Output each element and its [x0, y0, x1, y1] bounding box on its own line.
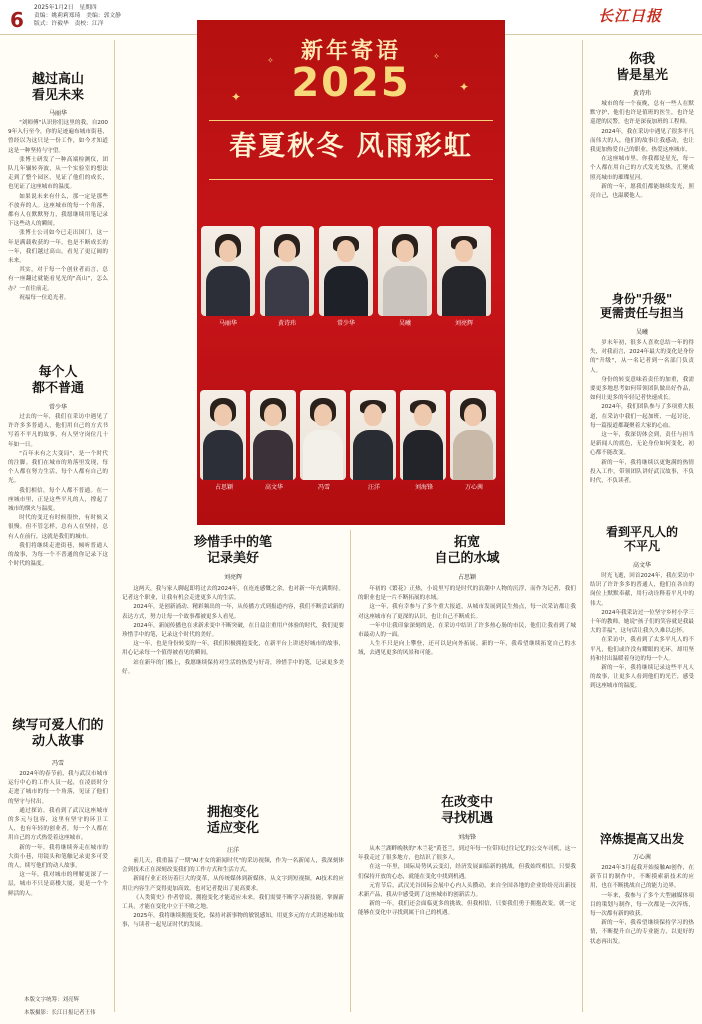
- portrait-photo: [300, 390, 346, 480]
- article-title: 越过高山 看见未来: [31, 72, 84, 103]
- portrait-name: 刘海锋: [414, 484, 433, 491]
- portrait-photo: [250, 390, 296, 480]
- portrait-photo: [260, 226, 314, 316]
- proof-line: 版式：许毅华 责校：江洋: [34, 21, 104, 27]
- article-author: 黄诗玮: [632, 90, 651, 97]
- hero-year: 2025: [291, 60, 411, 106]
- article-author: 冯雪: [51, 760, 64, 767]
- portrait-photo: [350, 390, 396, 480]
- article-title: 每个人 都不普通: [31, 365, 84, 396]
- article-title: 在改变中 寻找机遇: [440, 795, 493, 826]
- article-body: 时光飞逝，回首2024年，我在采访中结识了许许多多的普通人，他们在各自的岗位上默默奉献，用行动诠释着平凡中的伟大。 2024年我采访过一位坚守乡村小学三十年的教师，她说"孩子们的笑容就是我最大的幸福"，这句话让我久久难以忘怀。 在采访中，我看到了太多平凡人的不平凡，他们或许没有耀眼的光环，却用坚持和付出温暖着身边的每一个人。 新的一年，我将继续记录这些平凡人的故事，让更多人看到他们的光芒，感受到这座城市的温度。: [590, 573, 694, 690]
- sparkle-icon: ✧: [433, 52, 440, 61]
- column-divider: [582, 40, 583, 1012]
- column-divider: [350, 530, 351, 1012]
- article-title: 拥抱变化 适应变化: [206, 805, 259, 836]
- article-author: 吴曦: [635, 329, 648, 336]
- footer-editor: 本版文字统筹：刘亮辉: [24, 997, 80, 1003]
- sparkle-icon: ✦: [231, 90, 242, 104]
- article-title: 拓宽 自己的水域: [434, 535, 500, 566]
- portrait-name: 吴曦: [398, 320, 411, 327]
- portrait-name: 万心茜: [464, 484, 483, 491]
- article-author: 刘亮辉: [223, 574, 242, 581]
- sparkle-icon: ✧: [267, 56, 274, 65]
- portrait-name: 占思颖: [214, 484, 233, 491]
- hero-banner: [197, 20, 505, 525]
- portrait-photo: [400, 390, 446, 480]
- masthead-logo: 长江日报: [598, 7, 663, 25]
- sparkle-icon: ✦: [459, 80, 470, 94]
- article-title: 你我 皆是星光: [615, 52, 668, 83]
- portrait-name: 刘亮辉: [454, 320, 473, 327]
- article-author: 刘海锋: [457, 834, 476, 841]
- article-body: 这两天，我与家人聊起即将过去的2024年，在连连感慨之余，也对新一年充满期待。记者这个职业，让我有机会走进更多人的生活。 2024年，是创新涌动、精彩频出的一年，从传播方式到报道内容，我们不断尝试新的表达方式，努力让每一个故事都被更多人看见。 2024年，新闻传播也在求新求变中不断突破，在日益注重用户体验的时代，我们更要珍惜手中的笔，记录这个时代的美好。 这一年，也是身份转变的一年。我们积极拥抱变化，在新平台上讲述好城市的故事，用心记录每一个值得被看见的瞬间。 站在新年的门槛上，我愿继续保持对生活的热爱与好奇，珍惜手中的笔，记录更多美好。: [122, 586, 344, 675]
- portrait-photo: [437, 226, 491, 316]
- article-body: 年初的《繁花》正热，小说里写的是时代的浪潮中人物的沉浮，而作为记者，我们的职业也是一片不断拓展的水域。 这一年，我有幸参与了多个重大报道，从城市发展到民生热点，每一次采访都让我对这座城市有了更深的认识，也让自己不断成长。 一年中让我印象深刻的是，在采访中结识了许多热心肠的市民，他们让我看到了城市最动人的一面。 人生不只是向上攀登，还可以是向外拓展。新的一年，我希望继续拓宽自己的水域，去遇见更多的风景和可能。: [358, 586, 576, 657]
- date-line: 2025年1月2日 星期四: [34, 5, 97, 11]
- article-title: 看到平凡人的 不平凡: [605, 525, 678, 554]
- article-author: 马丽华: [48, 110, 67, 117]
- portrait-photo: [378, 226, 432, 316]
- footer-design: 本版摄影：长江日报记者王伟: [24, 1010, 96, 1016]
- article-author: 万心茜: [632, 854, 651, 861]
- portrait-name: 冯雪: [317, 484, 330, 491]
- article-body: 城市的每一个夜晚，总有一些人在默默守护，他们也许是值班的医生，也许是巡逻的民警，也许是深夜加班的工程师。 2024年，我在采访中遇见了很多平凡而伟大的人，他们的故事让我感动，也让我更加热爱自己的职业，热爱这座城市。 在这座城市里，你我都是星光，每一个人都在用自己的方式发光发热，汇聚成照亮城市的璀璨星河。 新的一年，愿我们都能继续发光，照亮自己，也温暖他人。: [590, 101, 694, 200]
- article-body: 2024年的春节前，我与武汉市城市运行中心的工作人员一起，在凌晨时分走进了城市的每一个角落，见证了他们的坚守与付出。 通过探访，我看到了武汉这座城市的多元与包容，这里有坚守的环卫工人，也有年轻的创业者，每一个人都在用自己的方式热爱着这座城市。 新的一年，我将继续奔走在城市的大街小巷，用镜头和笔触记录更多可爱的人，续写他们的动人故事。 这一年，我对城市的理解更深了一层，城市不只是高楼大厦，更是一个个鲜活的人。: [8, 771, 108, 897]
- portrait-photo: [450, 390, 496, 480]
- portrait-photo: [200, 390, 246, 480]
- portrait-photo: [319, 226, 373, 316]
- article-author: 高文华: [632, 562, 651, 569]
- article-body: 从木兰湖畔晚秋的"木兰花"黄苍兰，到过年每一位带回过往记忆的公交车司机，这一年我走过了很多地方，也结识了很多人。 在这一年里，国际局势风云变幻，经济发展面临新的挑战，但我始终相信，只要我们保持开放的心态，就能在变化中找到机遇。 元宵节后，武汉光谷国际会展中心内人头攒动，来自全国各地的企业纷纷亮出新技术新产品，我从中感受到了这座城市的创新活力。 新的一年，我们还会面临更多的挑战，但我相信，只要我们勇于拥抱改变，就一定能够在变化中寻找到属于自己的机遇。: [358, 846, 576, 917]
- portrait-name: 常少华: [336, 320, 355, 327]
- page-number: 6: [10, 8, 24, 32]
- article-author: 汪洋: [226, 847, 239, 854]
- article-body: 岁末年初，很多人喜欢总结一年的得失，对我而言，2024年最大的变化是身份的"升级"，从一名记者到一名部门负责人。 身份的转变意味着责任的加重，我需要更多地思考如何带领团队做出好作品，如何让更多的年轻记者快速成长。 2024年，我们团队参与了多项重大报道，在采访中我们一起加班、一起讨论，每一篇报道都凝聚着大家的心血。 这一年，我深切体会到，责任与担当是新闻人的底色，无论身份如何变化，初心都不能改变。 新的一年，我将继续以更饱满的热情投入工作，带领团队讲好武汉故事，不负时代，不负读者。: [590, 340, 694, 485]
- article-body: 2024年3月起我开始接触AI创作，在新节目的制作中，不断摸索新技术的应用，也在不断挑战自己的能力边界。 一年来，我参与了多个大型融媒体项目的策划与制作，每一次都是一次淬炼，每一次都有新的收获。 新的一年，我希望继续保持学习的热情，不断提升自己的专业能力，以更好的状态再出发。: [590, 865, 694, 945]
- article-body: 过去的一年，我们在采访中遇见了许许多多普通人，他们用自己的方式书写着不平凡的故事，有人坚守岗位几十年如一日。 "百年未有之大变局"，是一个时代的注脚。我们在城市的角落里发现，每个人都在努力生活，每个人都有自己的光。 我们相信，每个人都不普通。在一座城市里，正是这些平凡的人，撑起了城市的烟火与温度。 时代的变迁有时候很快，有时候又很慢。但不管怎样，总有人在坚持，总有人在前行，这就是我们的城市。 我们将继续走进街巷，倾听普通人的故事，为每一个不普通的你记录下这个时代的温度。: [8, 414, 108, 568]
- article-author: 常少华: [48, 404, 67, 411]
- hero-slogan: 春夏秋冬 风雨彩虹: [229, 131, 473, 162]
- portrait-name: 汪洋: [367, 484, 380, 491]
- portrait-name: 黄诗玮: [277, 320, 296, 327]
- article-title: 续写可爱人们的 动人故事: [12, 718, 104, 749]
- portrait-photo: [201, 226, 255, 316]
- article-author: 占思颖: [457, 574, 476, 581]
- column-divider: [114, 40, 115, 1012]
- editor-line: 责编：姚莉莉郑琦 美编：郭文静: [34, 13, 121, 19]
- portrait-name: 马丽华: [218, 320, 237, 327]
- hero-title: 新年寄语: [300, 39, 401, 64]
- portrait-name: 高文华: [264, 484, 283, 491]
- article-title: 淬炼提高又出发: [599, 832, 684, 846]
- article-body: "刘师傅"认识你们这里的我，自2009年入行至今，你的足迹遍布城市街巷，曾经以为这只是一份工作，如今才知道这是一种坚持与守望。 张博士研发了一种高端检测仪，团队几年辗转奔波，从一个实验室的想法走到了整个园区，见证了他们的成长，也见证了这座城市的温度。 如果说未来有什么，那一定是那些不放弃的人。这座城市的每一个角落，都有人在默默努力，我愿继续用笔记录下这些动人的瞬间。 张博士公司如今已走出国门，这一年是满载收获的一年，也是不断成长的一年，我们越过高山，看见了更辽阔的未来。 其实，对于每一个创业者而言，总有一座翻过就能看见光的"高山"，怎么办？一直往前走。 祝福每一位追光者。: [8, 120, 108, 301]
- article-title: 身份"升级" 更需责任与担当: [599, 292, 684, 321]
- article-title: 珍惜手中的笔 记录美好: [193, 535, 272, 566]
- article-body: 前几天，我重温了一期"AI才女的新闻时代"的采访视频，作为一名新闻人，我深刻体会到技术正在深刻改变我们的工作方式和生活方式。 新闻行业正经历着巨大的变革，从传统媒体到新媒体，从文字到短视频，AI技术的应用让内容生产变得更加高效，也对记者提出了更高要求。 《人类简史》作者曾说，拥抱变化才能适应未来。我们需要不断学习新技能，掌握新工具，才能在变化中立于不败之地。 2025年，我将继续拥抱变化，保持对新事物的敏锐感知，用更多元的方式讲述城市故事，与读者一起见证时代的发展。: [122, 858, 344, 929]
